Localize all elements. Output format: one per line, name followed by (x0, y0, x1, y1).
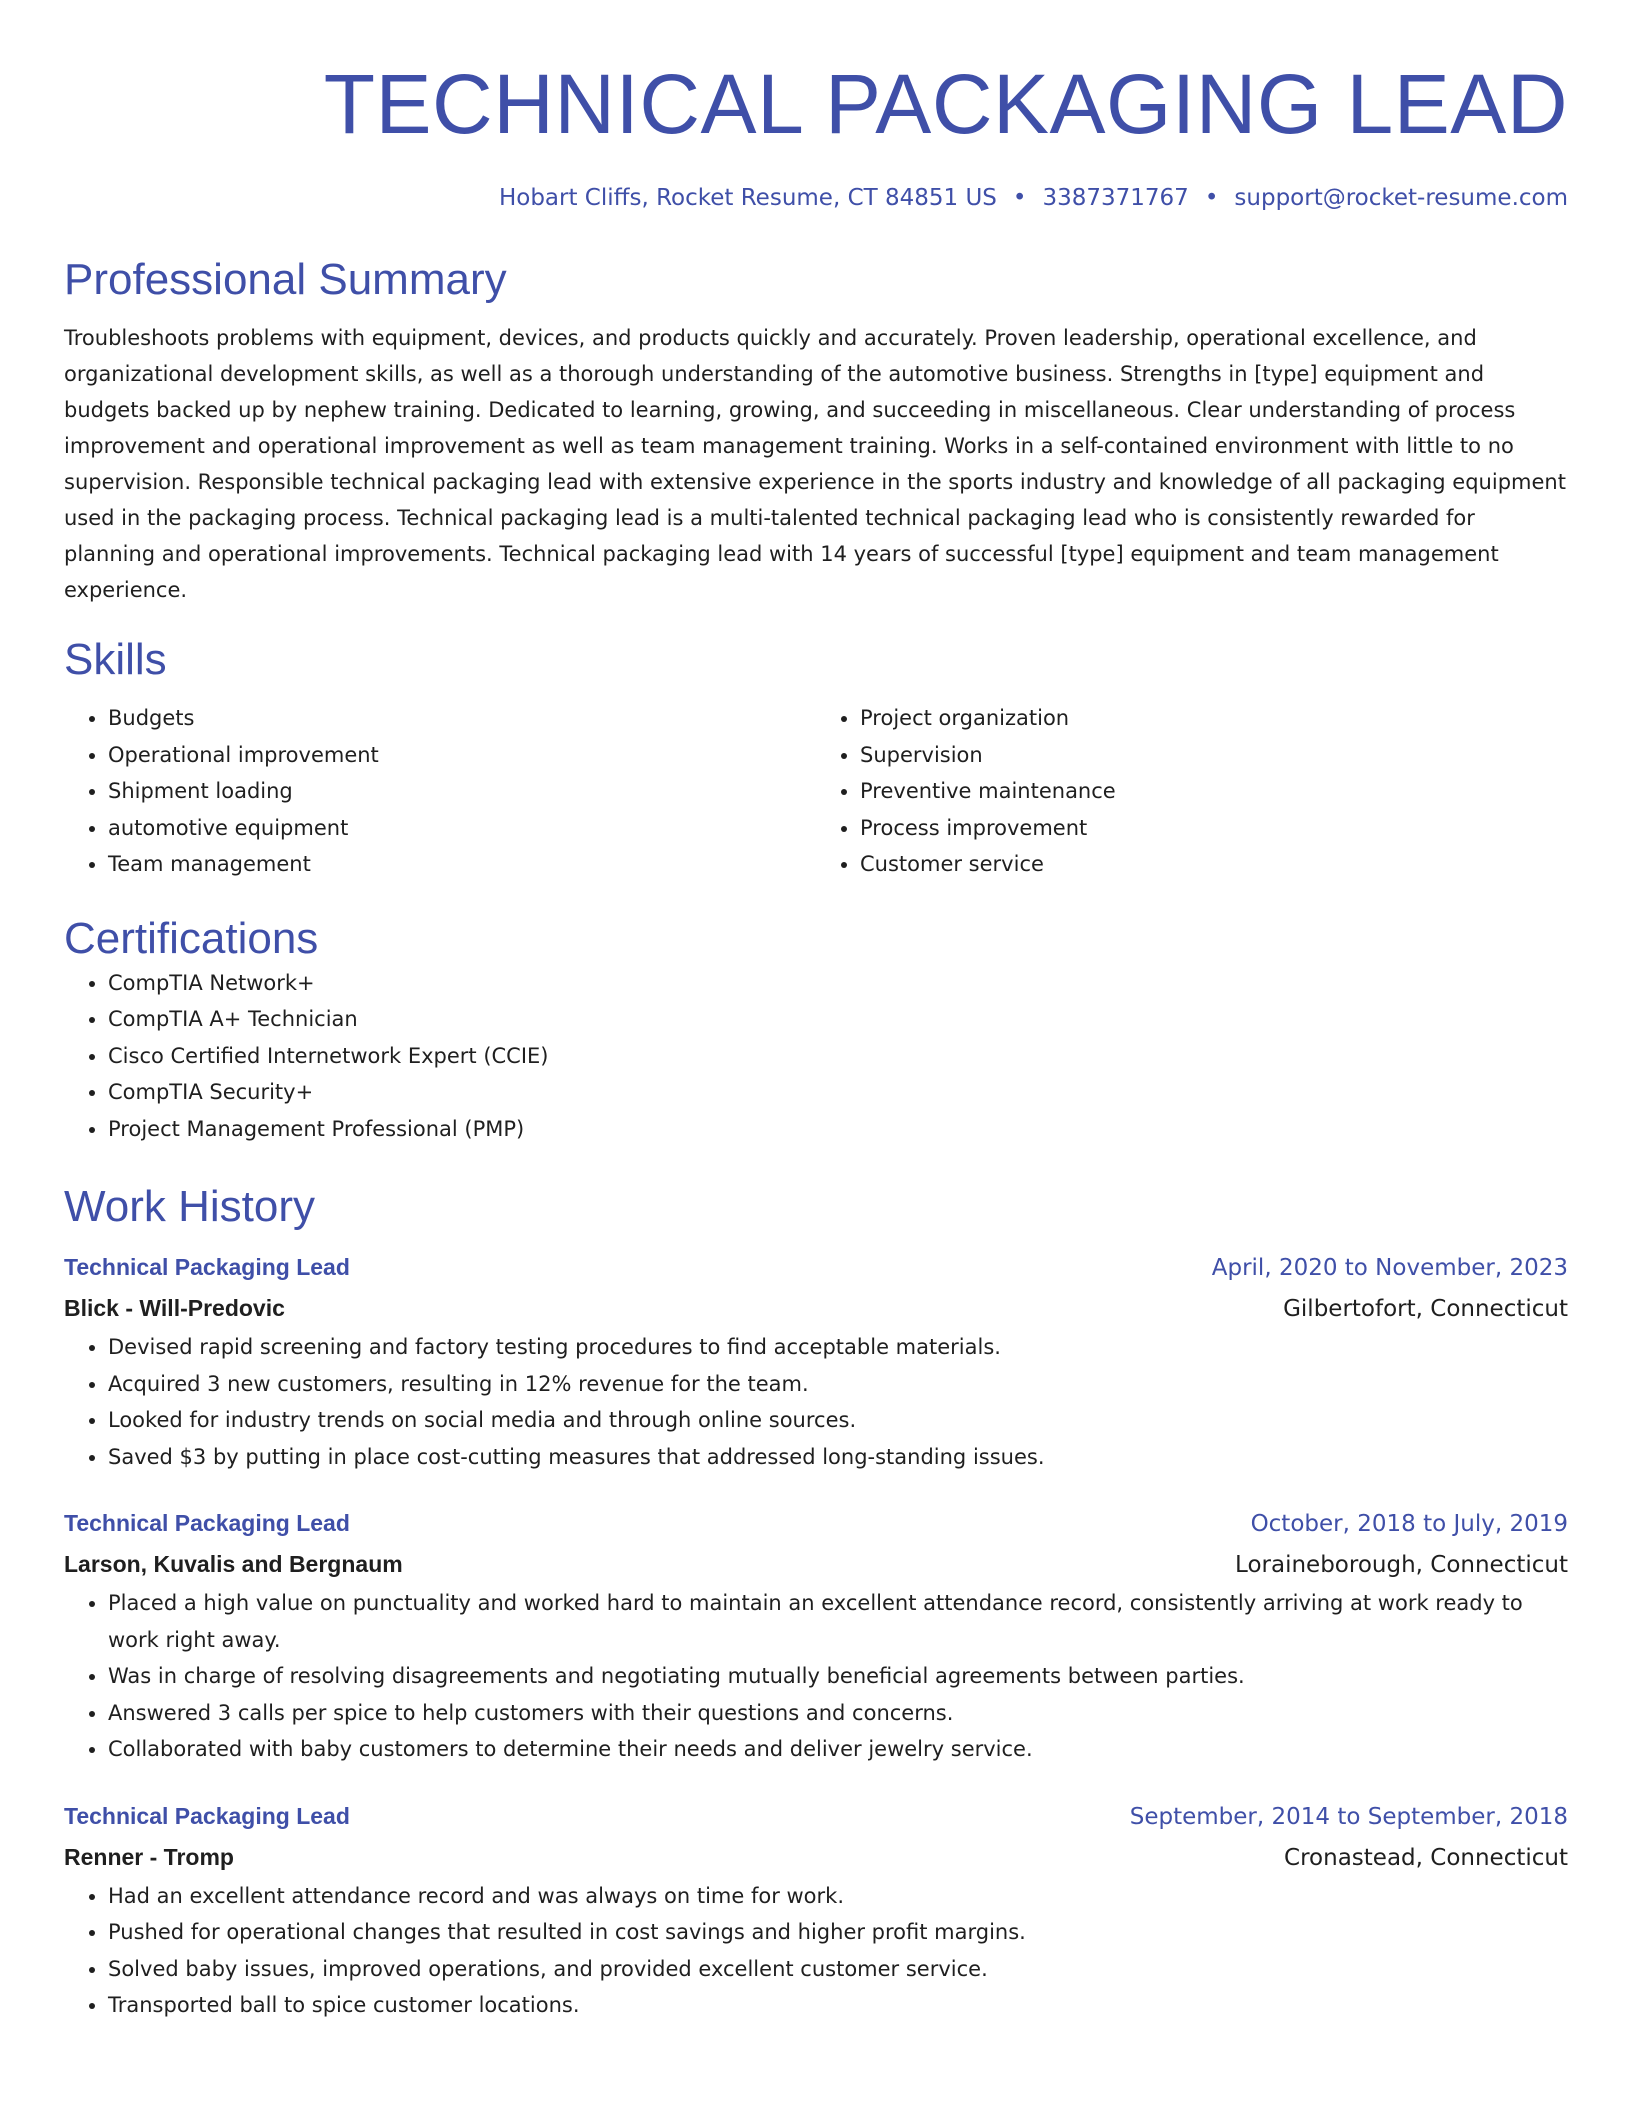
job-location: Cronastead, Connecticut (1284, 1844, 1568, 1871)
job-duty-item: • Placed a high value on punctuality and worked hard to maintain an excellent attendance record, consistently arriving at work ready to work right away. (108, 1585, 1568, 1658)
job-duties-list (64, 1878, 1568, 2024)
job-dates: April, 2020 to November, 2023 (1211, 1255, 1568, 1281)
contact-separator: • (1012, 185, 1027, 211)
job-company-row (64, 1837, 1568, 1878)
job-duty-item: • Saved $3 by putting in place cost-cutting measures that addressed long-standing issues. (108, 1439, 1568, 1476)
job-entry (64, 1503, 1568, 1768)
job-duty-item: • Pushed for operational changes that resulted in cost savings and higher profit margins. (108, 1914, 1568, 1951)
skills-column-left (64, 700, 816, 883)
skill-item: • Operational improvement (108, 737, 816, 774)
certification-item: • CompTIA Security+ (108, 1074, 1568, 1111)
job-duties-list (64, 1329, 1568, 1475)
job-header-row (64, 1503, 1568, 1544)
candidate-name: TECHNICAL PACKAGING LEAD (323, 57, 1568, 151)
job-duty-item: • Collaborated with baby customers to determine their needs and deliver jewelry service. (108, 1731, 1568, 1768)
contact-separator: • (1204, 185, 1219, 211)
work-history-heading: Work History (64, 1182, 315, 1231)
contact-line (64, 182, 1568, 214)
job-title: Technical Packaging Lead (64, 1510, 350, 1536)
certifications-list (64, 965, 1568, 1148)
job-duty-item: • Acquired 3 new customers, resulting in 12% revenue for the team. (108, 1366, 1568, 1403)
job-location: Gilbertofort, Connecticut (1283, 1296, 1568, 1322)
company-name: Renner - Tromp (64, 1843, 234, 1870)
job-location: Loraineborough, Connecticut (1235, 1552, 1568, 1578)
summary-text: Troubleshoots problems with equipment, devices, and products quickly and accurately. Proven leadership, operational excellence, and organizational development skills, as well as a thorough understanding of the automotive business. Strengths in [type] equipment and budgets backed up by nephew training. Dedicated to learning, growing, and succeeding in miscellaneous. Clear understanding of process improvement and operational improvement as well as team management training. Works in a self-contained environment with little to no supervision. Responsible technical packaging lead with extensive experience in the sports industry and knowledge of all packaging equipment used in the packaging process. Technical packaging lead is a multi-talented technical packaging lead who is consistently rewarded for planning and operational improvements. Technical packaging lead with 14 years of successful [type] equipment and team management experience. (64, 326, 1566, 602)
skills-column-right (816, 700, 1568, 883)
email-link[interactable]: support@rocket-resume.com (1234, 185, 1568, 211)
job-title: Technical Packaging Lead (64, 1254, 350, 1280)
summary-heading: Professional Summary (64, 255, 507, 304)
job-company-row (64, 1544, 1568, 1585)
job-duty-item: • Devised rapid screening and factory testing procedures to find acceptable materials. (108, 1329, 1568, 1366)
phone-text: 3387371767 (1042, 185, 1189, 211)
certification-item: • Project Management Professional (PMP) (108, 1111, 1568, 1148)
job-duty-item: • Had an excellent attendance record and was always on time for work. (108, 1878, 1568, 1915)
job-duty-item: • Transported ball to spice customer locations. (108, 1987, 1568, 2024)
skills-heading: Skills (64, 635, 167, 684)
job-duty-item: • Was in charge of resolving disagreements and negotiating mutually beneficial agreements between parties. (108, 1658, 1568, 1695)
certification-item: • CompTIA A+ Technician (108, 1001, 1568, 1038)
skill-item: • automotive equipment (108, 810, 816, 847)
skill-item: • Budgets (108, 700, 816, 737)
job-title: Technical Packaging Lead (64, 1802, 350, 1829)
job-duty-item: • Answered 3 calls per spice to help customers with their questions and concerns. (108, 1695, 1568, 1732)
company-name: Larson, Kuvalis and Bergnaum (64, 1551, 403, 1577)
job-header-row (64, 1247, 1568, 1288)
address-text: Hobart Cliffs, Rocket Resume, CT 84851 US (498, 185, 997, 211)
job-duty-item: • Looked for industry trends on social media and through online sources. (108, 1402, 1568, 1439)
company-name: Blick - Will-Predovic (64, 1295, 285, 1321)
job-duty-item: • Solved baby issues, improved operations, and provided excellent customer service. (108, 1951, 1568, 1988)
skill-item: • Shipment loading (108, 773, 816, 810)
job-company-row (64, 1288, 1568, 1329)
skills-list (64, 700, 1568, 883)
job-duties-list (64, 1585, 1568, 1768)
skill-item: • Process improvement (860, 810, 1568, 847)
job-dates: October, 2018 to July, 2019 (1250, 1511, 1568, 1537)
skill-item: • Supervision (860, 737, 1568, 774)
skill-item: • Team management (108, 846, 816, 883)
skill-item: • Preventive maintenance (860, 773, 1568, 810)
certification-item: • CompTIA Network+ (108, 965, 1568, 1002)
skill-item: • Customer service (860, 846, 1568, 883)
job-header-row (64, 1796, 1568, 1837)
job-dates: September, 2014 to September, 2018 (1129, 1803, 1568, 1830)
skill-item: • Project organization (860, 700, 1568, 737)
job-entry (64, 1796, 1568, 2024)
certifications-heading: Certifications (64, 913, 319, 963)
certification-item: • Cisco Certified Internetwork Expert (CCIE) (108, 1038, 1568, 1075)
job-entry (64, 1247, 1568, 1475)
resume-header (64, 56, 1568, 214)
